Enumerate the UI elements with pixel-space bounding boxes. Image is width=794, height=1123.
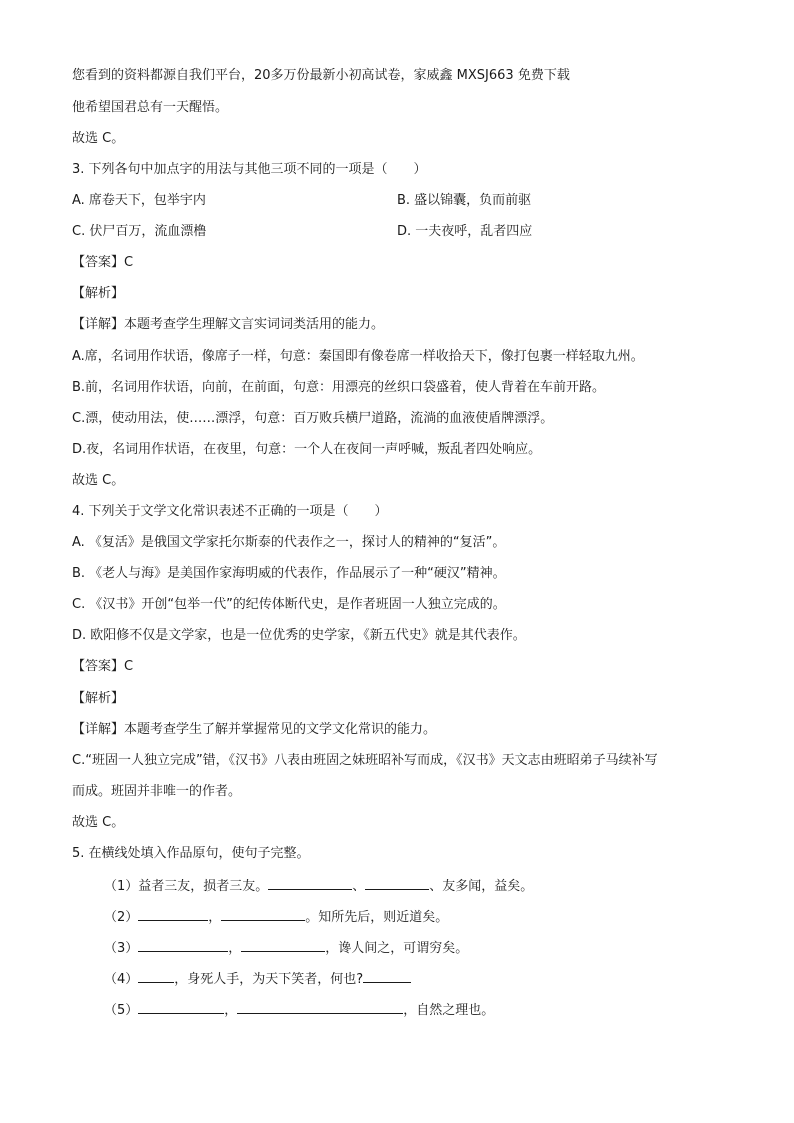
- q4-explanation-line-2: 而成。班固并非唯一的作者。: [72, 784, 242, 799]
- q4-stem: 4. 下列关于文学文化常识表述不正确的一项是（ ）: [72, 504, 388, 519]
- q5-item-2-suffix: 。知所先后，则近道矣。: [305, 910, 449, 925]
- q3-answer: 【答案】C: [72, 255, 134, 270]
- q4-option-c: C. 《汉书》开创“包举一代”的纪传体断代史，是作者班固一人独立完成的。: [72, 597, 506, 612]
- q5-item-4-blank-1[interactable]: [138, 970, 174, 983]
- previous-answer-tail: 他希望国君总有一天醒悟。: [72, 100, 229, 115]
- q5-item-3-blank-2[interactable]: [241, 939, 325, 952]
- q5-item-3-separator: ，: [228, 941, 242, 956]
- q4-option-d: D. 欧阳修不仅是文学家，也是一位优秀的史学家，《新五代史》就是其代表作。: [72, 628, 526, 643]
- q5-item-4-middle: ，身死人手，为天下笑者，何也?: [174, 972, 364, 987]
- q4-detail: 【详解】本题考查学生了解并掌握常见的文学文化常识的能力。: [72, 722, 437, 737]
- previous-choose: 故选 C。: [72, 131, 125, 146]
- q5-item-1-prefix: （1）益者三友，损者三友。: [104, 879, 269, 894]
- q5-item-1: [104, 877, 533, 896]
- q5-item-1-blank-1[interactable]: [268, 877, 352, 890]
- q5-item-2-blank-2[interactable]: [221, 908, 305, 921]
- q5-item-2-blank-1[interactable]: [138, 908, 208, 921]
- q4-explanation-line-1: C.“班固一人独立完成”错，《汉书》八表由班固之妹班昭补写而成，《汉书》天文志由班昭弟子马续补写: [72, 753, 658, 768]
- q5-item-1-blank-2[interactable]: [365, 877, 429, 890]
- q4-choose: 故选 C。: [72, 815, 125, 830]
- q5-item-4-prefix: （4）: [104, 972, 139, 987]
- q3-analysis-label: 【解析】: [72, 286, 125, 301]
- q3-explanation-b: B.前，名词用作状语，向前，在前面，句意：用漂亮的丝织口袋盛着，使人背着在车前开路。: [72, 380, 606, 395]
- q5-item-5: [104, 1001, 494, 1020]
- q5-item-2-prefix: （2）: [104, 910, 139, 925]
- q4-analysis-label: 【解析】: [72, 691, 125, 706]
- q5-item-3: [104, 939, 468, 958]
- q5-stem: 5. 在横线处填入作品原句，使句子完整。: [72, 846, 310, 861]
- q5-item-3-blank-1[interactable]: [138, 939, 228, 952]
- q4-option-b: B. 《老人与海》是美国作家海明威的代表作，作品展示了一种“硬汉”精神。: [72, 566, 506, 581]
- q5-item-2-separator: ，: [208, 910, 222, 925]
- q3-explanation-d: D.夜，名词用作状语，在夜里，句意：一个人在夜间一声呼喊，叛乱者四处响应。: [72, 442, 542, 457]
- q5-item-5-blank-1[interactable]: [138, 1001, 224, 1014]
- q5-item-5-prefix: （5）: [104, 1003, 139, 1018]
- q5-item-5-blank-2[interactable]: [237, 1001, 403, 1014]
- q4-answer: 【答案】C: [72, 659, 134, 674]
- q5-item-2: [104, 908, 448, 927]
- q3-option-c: C. 伏尸百万，流血漂橹: [72, 224, 207, 239]
- q5-item-1-suffix: 、友多闻，益矣。: [429, 879, 534, 894]
- q3-stem: 3. 下列各句中加点字的用法与其他三项不同的一项是（ ）: [72, 162, 427, 177]
- q3-detail: 【详解】本题考查学生理解文言实词词类活用的能力。: [72, 317, 385, 332]
- q5-item-5-separator: ，: [224, 1003, 238, 1018]
- q4-option-a: A. 《复活》是俄国文学家托尔斯泰的代表作之一，探讨人的精神的“复活”。: [72, 535, 506, 550]
- q5-item-4-blank-2[interactable]: [363, 970, 411, 983]
- q5-item-3-suffix: ，谗人间之，可谓穷矣。: [325, 941, 469, 956]
- q3-option-d: D. 一夫夜呼，乱者四应: [397, 224, 533, 239]
- q5-item-3-prefix: （3）: [104, 941, 139, 956]
- q3-option-a: A. 席卷天下，包举宇内: [72, 193, 206, 208]
- q5-item-5-suffix: ，自然之理也。: [403, 1003, 495, 1018]
- promo-header: 您看到的资料都源自我们平台，20多万份最新小初高试卷，家威鑫 MXSJ663 免费下载: [72, 68, 570, 83]
- q3-explanation-c: C.漂，使动用法，使……漂浮，句意：百万败兵横尸道路，流淌的血液使盾牌漂浮。: [72, 411, 554, 426]
- q3-explanation-a: A.席，名词用作状语，像席子一样，句意：秦国即有像卷席一样收拾天下，像打包裹一样轻取九州。: [72, 349, 644, 364]
- q5-item-4: [104, 970, 411, 989]
- q3-choose: 故选 C。: [72, 473, 125, 488]
- q5-item-1-separator: 、: [352, 879, 366, 894]
- q3-option-b: B. 盛以锦囊，负而前驱: [397, 193, 532, 208]
